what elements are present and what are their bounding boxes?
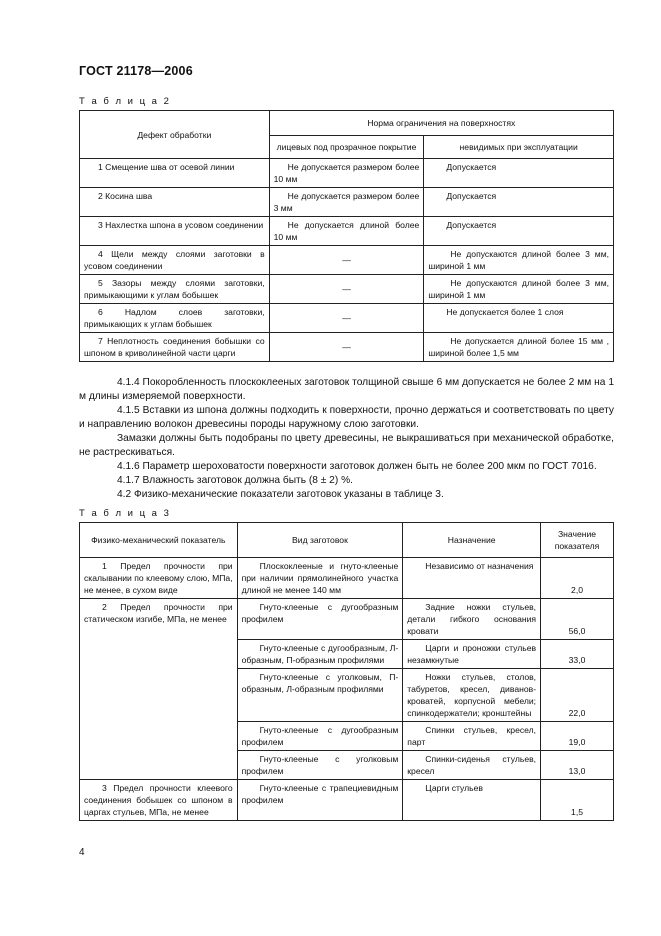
table-row: 4 Щели между слоями заготовки в усовом соединении — Не допускаются длиной более 3 мм, шириной 1 мм <box>80 246 614 275</box>
paragraph-putty: Замазки должны быть подобраны по цвету древесины, не выкрашиваться при механической обработке, не растрескиваться. <box>79 433 614 458</box>
table-row: 6 Надлом слоев заготовки, примыкающих к углам бобышек — Не допускается более 1 слоя <box>80 304 614 333</box>
table3-caption: Т а б л и ц а 3 <box>79 508 171 519</box>
table-row: 5 Зазоры между слоями заготовки, примыкающими к углам бобышек — Не допускаются длиной более 3 мм, шириной 1 мм <box>80 275 614 304</box>
table3-header-value: Значение показателя <box>541 523 614 558</box>
table-row: Гнуто-клееные с уголковым, П-образным, Л-образным профилями Ножки стульев, столов, табуретов, кресел, диванов-кроватей, корпусной мебели; спинкодержатели; кронштейны 22,0 <box>80 669 614 722</box>
table3 <box>79 522 614 821</box>
table-row: Гнуто-клееные с уголковым профилем Спинки-сиденья стульев, кресел 13,0 <box>80 751 614 780</box>
table2 <box>79 110 614 362</box>
table-row: 7 Неплотность соединения бобышки со шпоном в криволинейной части царги — Не допускается длиной более 15 мм , шириной более 1,5 мм <box>80 333 614 362</box>
document-header: ГОСТ 21178—2006 <box>79 64 193 78</box>
table2-caption: Т а б л и ц а 2 <box>79 96 171 107</box>
table2-header-hidden: невидимых при эксплуатации <box>424 136 614 159</box>
table-row: 3 Нахлестка шпона в усовом соединении Не допускается длиной более 10 мм Допускается <box>80 217 614 246</box>
table-row: 1 Смещение шва от осевой линии Не допускается размером более 10 мм Допускается <box>80 159 614 188</box>
table-row: 2 Предел прочности при статическом изгибе, МПа, не менее Гнуто-клееные с дугообразным профилем Задние ножки стульев, детали гибкого основания кровати 56,0 <box>80 599 614 640</box>
table-row: 3 Предел прочности клеевого соединения бобышек со шпоном в царгах стульев, МПа, не менее Гнуто-клееные с трапециевидным профилем Царги стульев 1,5 <box>80 780 614 821</box>
table3-header-type: Вид заготовок <box>237 523 403 558</box>
paragraph-4-2: 4.2 Физико-механические показатели заготовок указаны в таблице 3. <box>117 489 444 500</box>
paragraph-4-1-6: 4.1.6 Параметр шероховатости поверхности заготовок должен быть не более 200 мкм по ГОСТ 7016. <box>117 461 597 472</box>
table-row: 2 Косина шва Не допускается размером более 3 мм Допускается <box>80 188 614 217</box>
paragraph-4-1-4: 4.1.4 Покоробленность плоскоклееных заготовок толщиной свыше 6 мм допускается не более 2 мм на 1 м длины измеряемой поверхности. <box>79 377 614 402</box>
paragraph-4-1-7: 4.1.7 Влажность заготовок должна быть (8 ± 2) %. <box>117 475 353 486</box>
table2-header-group: Норма ограничения на поверхностях <box>269 111 613 136</box>
table-row: Гнуто-клееные с дугообразным профилем Спинки стульев, кресел, парт 19,0 <box>80 722 614 751</box>
table2-header-face: лицевых под прозрачное покрытие <box>269 136 424 159</box>
table-row: Гнуто-клееные с дугообразным, Л-образным, П-образным профилями Царги и проножки стульев незамкнутые 33,0 <box>80 640 614 669</box>
table3-header-param: Физико-механический показатель <box>80 523 238 558</box>
page-number: 4 <box>79 847 85 858</box>
paragraph-4-1-5: 4.1.5 Вставки из шпона должны подходить к поверхности, прочно держаться и соответствовать по цвету и направлению волокон древесины породы наружному слою заготовки. <box>79 405 614 430</box>
table3-header-purpose: Назначение <box>403 523 541 558</box>
table-row: 1 Предел прочности при скалывании по клеевому слою, МПа, не менее, в сухом виде Плоскоклееные и гнуто-клееные при наличии прямолинейного участка длиной не менее 140 мм Независимо от назначения 2,0 <box>80 558 614 599</box>
table2-header-defect: Дефект обработки <box>80 111 270 159</box>
